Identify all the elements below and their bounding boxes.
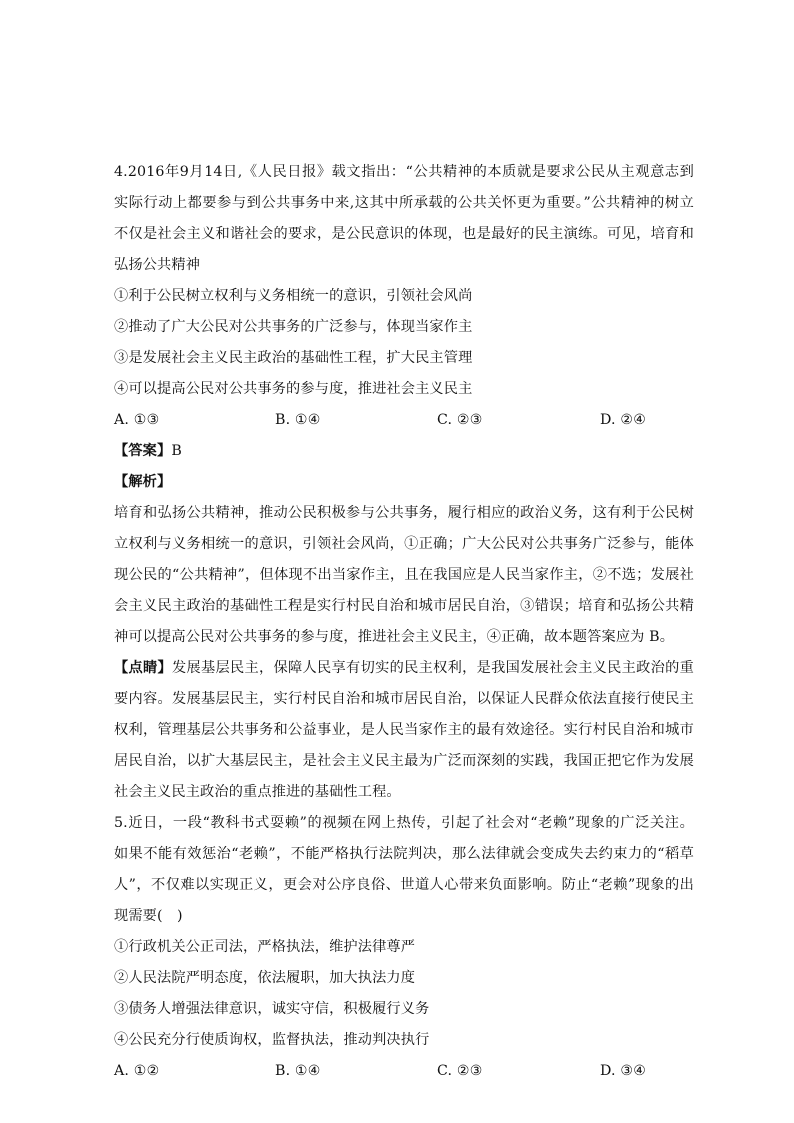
- q5-option-b: B. ①④: [275, 1063, 321, 1079]
- comment-line: 权利，管理基层公共事务和公益事业，是人民当家作主的最有效途径。实行村民自治和城市: [114, 722, 694, 738]
- q4-statement-4: ④可以提高公民对公共事务的参与度，推进社会主义民主: [114, 381, 473, 397]
- q4-stem-line: 4.2016年9月14日,《人民日报》载文指出：“公共精神的本质就是要求公民从主观意志到: [114, 164, 694, 180]
- analysis-line: 培育和弘扬公共精神，推动公民积极参与公共事务，履行相应的政治义务，这有利于公民树: [114, 505, 694, 521]
- analysis-tag: 【解析】: [114, 474, 172, 490]
- q5-statement-2: ②人民法院严明态度，依法履职，加大执法力度: [114, 970, 416, 986]
- q5-stem-line: 5.近日，一段“教科书式耍赖”的视频在网上热传，引起了社会对“老赖”现象的广泛关注。: [114, 815, 694, 831]
- q4-statement-3: ③是发展社会主义民主政治的基础性工程，扩大民主管理: [114, 350, 473, 366]
- q4-option-a: A. ①③: [114, 412, 160, 428]
- comment-text: 发展基层民主，保障人民享有切实的民主权利，是我国发展社会主义民主政治的重: [172, 660, 694, 676]
- q5-option-a: A. ①②: [114, 1063, 160, 1079]
- comment-line: 居民自治，以扩大基层民主，是社会主义民主最为广泛而深刻的实践，我国正把它作为发展: [114, 753, 694, 769]
- content: [114, 157, 694, 1087]
- analysis-line: 立权利与义务相统一的意识，引领社会风尚，①正确；广大公民对公共事务广泛参与，能体: [114, 536, 694, 552]
- answer-tag: 【答案】: [114, 443, 172, 459]
- q4-stem-line: 弘扬公共精神: [114, 257, 201, 273]
- q5-statement-3: ③债务人增强法律意识，诚实守信，积极履行义务: [114, 1001, 430, 1017]
- analysis-line: 会主义民主政治的基础性工程是实行村民自治和城市居民自治，③错误；培育和弘扬公共精: [114, 598, 694, 614]
- q5-options: [114, 1056, 694, 1087]
- comment-line: 要内容。发展基层民主，实行村民自治和城市居民自治，以保证人民群众依法直接行使民主: [114, 691, 694, 707]
- q4-stem-line: 不仅是社会主义和谐社会的要求，是公民意识的体现，也是最好的民主演练。可见，培育和: [114, 226, 694, 242]
- q5-stem-line: 人”，不仅难以实现正义，更会对公序良俗、世道人心带来负面影响。防止“老赖”现象的出: [114, 877, 694, 893]
- q5-statement-1: ①行政机关公正司法，严格执法，维护法律尊严: [114, 939, 416, 955]
- q4-answer: [114, 436, 694, 467]
- q4-option-c: C. ②③: [437, 412, 483, 428]
- q4-statement-2: ②推动了广大公民对公共事务的广泛参与，体现当家作主: [114, 319, 473, 335]
- q4-option-d: D. ②④: [600, 412, 647, 428]
- analysis-line: 现公民的“公共精神”，但体现不出当家作主，且在我国应是人民当家作主，②不选；发展社: [114, 567, 694, 583]
- q4-option-b: B. ①④: [275, 412, 321, 428]
- q5-statement-4: ④公民充分行使质询权，监督执法，推动判决执行: [114, 1032, 430, 1048]
- q5-option-c: C. ②③: [437, 1063, 483, 1079]
- question-5: [114, 808, 694, 1087]
- analysis-line: 神可以提高公民对公共事务的参与度，推进社会主义民主，④正确，故本题答案应为 B。: [114, 629, 675, 645]
- q5-stem-line: 如果不能有效惩治“老赖”，不能严格执行法院判决，那么法律就会变成失去约束力的“稻草: [114, 846, 694, 862]
- q4-stem-line: 实际行动上都要参与到公共事务中来,这其中所承载的公共关怀更为重要。”公共精神的树立: [114, 195, 694, 211]
- comment-first-line: [114, 653, 694, 684]
- comment-line: 社会主义民主政治的重点推进的基础性工程。: [114, 784, 401, 800]
- question-4: [114, 157, 694, 808]
- q5-stem-line: 现需要( ): [114, 908, 183, 924]
- q5-option-d: D. ③④: [600, 1063, 647, 1079]
- q4-statement-1: ①利于公民树立权利与义务相统一的意识，引领社会风尚: [114, 288, 473, 304]
- answer-value: B: [171, 443, 182, 459]
- comment-tag: 【点睛】: [114, 660, 173, 676]
- q4-options: [114, 405, 694, 436]
